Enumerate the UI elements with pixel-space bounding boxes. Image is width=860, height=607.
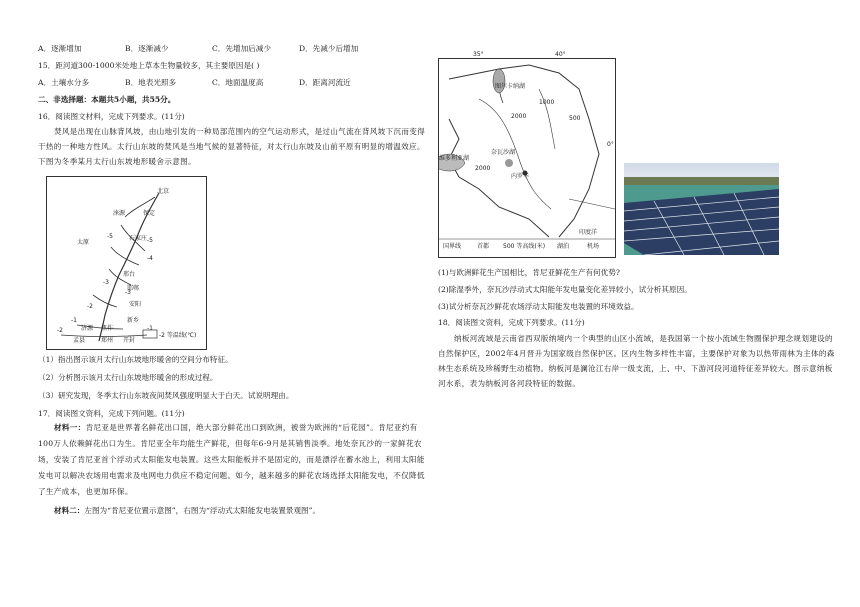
q17-stem: 17．阅读图文资料，完成下列问题。(11分) [38,409,185,418]
q15-option-b: B．地表光照多 [125,78,177,87]
q15-option-d: D．距离河流近 [299,78,351,87]
section-2-title: 二、非选择题：本题共5小题，共55分。 [38,95,176,104]
legend-capital: 首都 [477,243,490,250]
legend-lake: 湖泊 [557,243,570,250]
place-laiyuan: 涞源 [113,210,126,217]
taihang-map [46,176,207,350]
solar-photo-drawing [624,163,779,255]
place-taiyuan: 太原 [77,239,90,246]
place-baoding: 保定 [143,210,156,217]
lon-40: 40° [555,51,566,58]
place-jiyuan: 济源 [81,325,94,332]
map1-legend: -2 等温线(℃) [159,332,197,339]
q16-sub3: （3）研究发现，冬季太行山东坡夜间焚风强度明显大于白天。试说明理由。 [38,391,294,400]
place-turkana: 图尔卡纳湖 [495,83,526,90]
q17-material1 [38,420,426,500]
q18-stem: 18．阅读图文资料，完成下列要求。(11分) [438,318,585,327]
q15-stem: 15．距河道300-1000米处地上草本生物量较多，其主要原因是( ) [38,61,260,70]
contour-label: -5 [147,237,153,244]
q17-sub1: (1)与欧洲鲜花生产国相比，肯尼亚鲜花生产有何优势? [438,268,620,277]
place-nairobi: 内罗毕 [511,173,530,180]
material1-label: 材料一： [54,423,86,432]
q15-option-a: A．土壤水分多 [38,78,90,87]
contour-label: 2000 [475,165,491,172]
place-indian-ocean: 印度洋 [579,229,598,236]
material2-text: 左图为“肯尼亚位置示意图”，右图为“浮动式太阳能发电装置景观图”。 [84,506,321,515]
material2-label: 材料二： [54,506,85,515]
q14-options [38,42,386,56]
place-mengxian: 孟县 [73,337,86,344]
contour-label: 2000 [511,113,527,120]
material1-text: 肯尼亚是世界著名鲜花出口国，绝大部分鲜花出口到欧洲，被誉为欧洲的“后花园”。肯尼亚约有100万人依赖鲜花出口为生。肯尼亚全年均能生产鲜花，但每年6-9月是其销售淡季。地处奈瓦沙的一家鲜花农场，安装了肯尼亚首个浮动式太阳能发电装置。这些太阳能板并不是固定的，而是漂浮在蓄水池上，利用太阳能发电可以解决农场用电需求及电网电力供应不稳定问题。如今，越来越多的鲜花农场选择太阳能发电，不仅降低了生产成本，也更加环保。 [38,423,425,496]
kenya-map [438,51,616,258]
place-handan: 邯郸 [127,285,140,292]
contour-label: -4 [147,255,153,262]
q16-paragraph: 焚风是出现在山脉背风坡，由山地引发的一种局部范围内的空气运动形式，是过山气流在背风坡下沉而变得干热的一种地方性风。太行山东坡的焚风是当地气候的显著特征，对太行山东坡及山前平原有明显的增温效应。下图为冬季某月太行山东坡地形暖舍示意图。 [38,127,425,166]
contour-label: -1 [147,325,153,332]
legend-airport: 机场 [587,243,600,250]
contour-label: -2 [87,303,93,310]
floating-solar-photo [624,163,779,255]
place-zhengzhou: 郑州 [101,337,114,344]
q16-sub1: （1）指出图示该月太行山东坡地形暖舍的空间分布特征。 [38,355,233,364]
q14-option-d: D．先减少后增加 [299,44,359,53]
place-shijiazhuang: 石家庄 [129,235,148,242]
place-beijing: 北京 [157,188,170,195]
contour-label: -3 [103,279,109,286]
contour-label: 500 [569,115,581,122]
q16-sub2: （2）分析图示该月太行山东坡地形暖舍的形成过程。 [38,373,218,382]
q17-sub3: (3)试分析奈瓦沙鲜花农场浮动太阳能发电装置的环境效益。 [438,302,639,311]
lat-0: 0° [607,141,614,148]
contour-label: -2 [57,327,63,334]
q16-stem: 16．阅读图文材料，完成下列要求。(11分) [38,112,185,121]
q14-option-c: C．先增加后减少 [212,44,271,53]
place-kaifeng: 开封 [123,337,136,344]
contour-label: -1 [71,317,77,324]
place-anyang: 安阳 [129,301,142,308]
q17-sub2: (2)除湿季外，奈瓦沙浮动式太阳能年发电量变化差异较小，试分析其原因。 [438,285,692,294]
legend-border: 国界线 [443,243,462,250]
contour-label: -3 [125,289,131,296]
q15-options [38,76,386,90]
place-xinxiang: 新乡 [127,317,140,324]
place-jiaozuo: 焦作 [101,325,114,332]
contour-label: -5 [107,233,113,240]
legend-contour: 500 等高线(米) [503,243,546,250]
contour-label: 1000 [539,99,555,106]
place-victoria: 维多利亚湖 [439,155,470,162]
q14-option-a: A．逐渐增加 [38,44,82,53]
q14-option-b: B．逐渐减少 [125,44,169,53]
q17-material2 [38,504,320,518]
place-xingtai: 邢台 [123,271,136,278]
q18-paragraph: 纳板河流域是云南省西双版纳境内一个典型的山区小流域，是我国第一个按小流域生物圈保护理念规划建设的自然保护区，2002年4月晋升为国家级自然保护区。区内生物多样性丰富，主要保护对象为以热带雨林为主体的森林生态系统及珍稀野生动植物。纳板河是澜沧江右岸一级支流，上、中、下游河段河道特征差异较大。图示意纳板河水系，表为纳板河各河段特征的数据。 [438,334,835,388]
lon-35: 35° [473,51,484,58]
place-naivasha: 奈瓦沙湖 [491,149,516,156]
q15-option-c: C．地面温度高 [212,78,264,87]
